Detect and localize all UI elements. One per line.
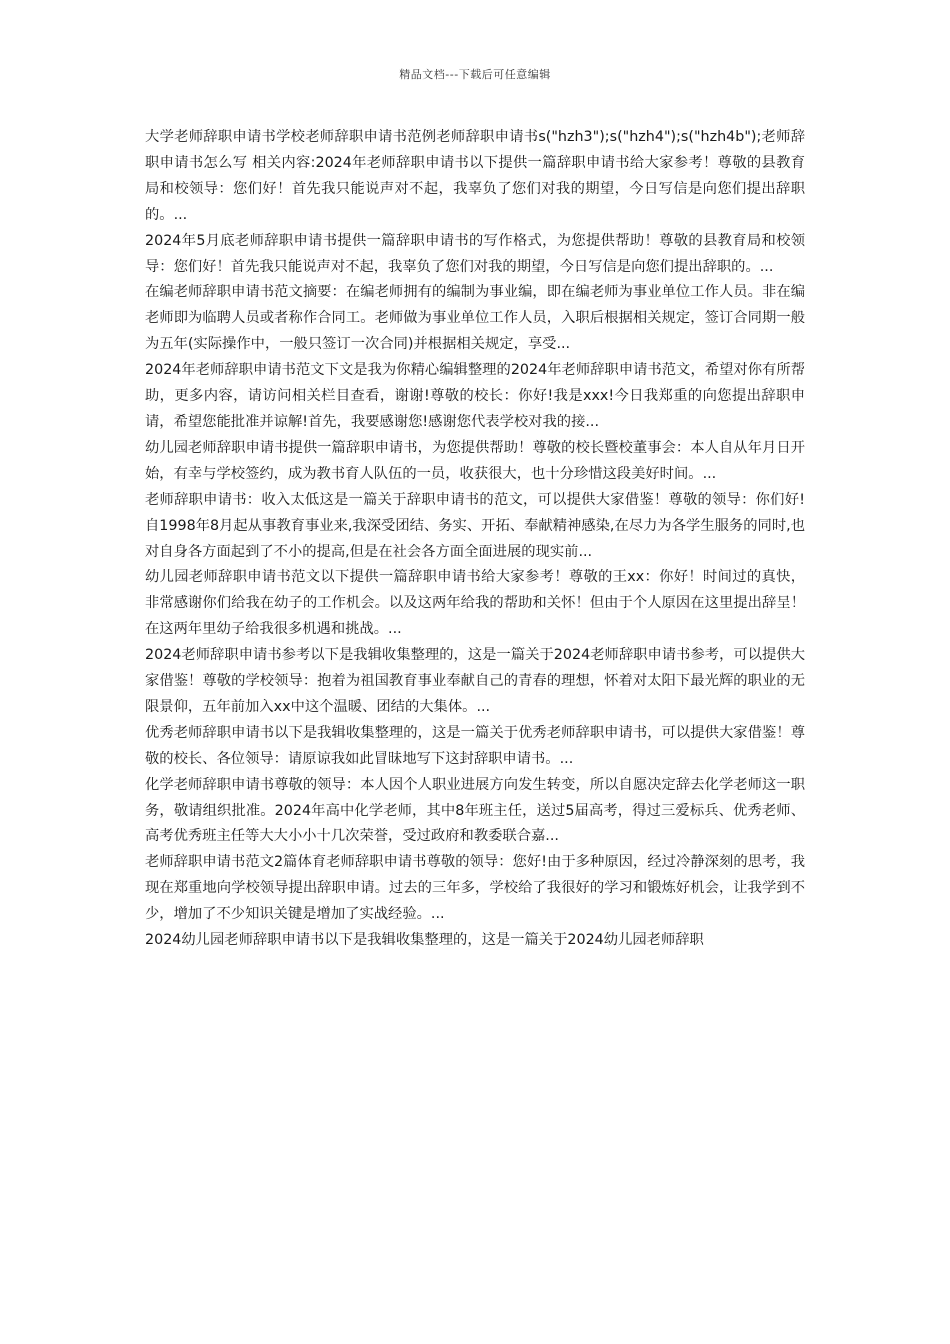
paragraph: 化学老师辞职申请书尊敬的领导：本人因个人职业进展方向发生转变，所以自愿决定辞去化学老师这一职务，敬请组织批准。2024年高中化学老师，其中8年班主任，送过5届高考，得过三爱标兵、优秀老师、高考优秀班主任等大大小小十几次荣誉，受过政府和教委联合嘉... [145,776,805,845]
paragraph: 2024老师辞职申请书参考以下是我辑收集整理的，这是一篇关于2024老师辞职申请书参考，可以提供大家借鉴！尊敬的学校领导：抱着为祖国教育事业奉献自己的青春的理想，怀着对太阳下最光辉的职业的无限景仰，五年前加入xx中这个温暖、团结的大集体。... [145,647,805,715]
paragraph: 幼儿园老师辞职申请书提供一篇辞职申请书，为您提供帮助！尊敬的校长暨校董事会：本人自从年月日开始，有幸与学校签约，成为教书育人队伍的一员，收获很大，也十分珍惜这段美好时间。... [145,439,805,482]
paragraph: 2024幼儿园老师辞职申请书以下是我辑收集整理的，这是一篇关于2024幼儿园老师辞职 [145,932,704,949]
page-header: 精品文档---下载后可任意编辑 [399,68,551,81]
paragraph: 老师辞职申请书范文2篇体育老师辞职申请书尊敬的领导：您好!由于多种原因，经过冷静深刻的思考，我现在郑重地向学校领导提出辞职申请。过去的三年多，学校给了我很好的学习和锻炼好机会，让我学到不少，增加了不少知识关键是增加了实战经验。... [145,854,805,923]
paragraph: 2024年老师辞职申请书范文下文是我为你精心编辑整理的2024年老师辞职申请书范文，希望对你有所帮助，更多内容，请访问相关栏目查看，谢谢!尊敬的校长：你好!我是xxx!今日我郑重的向您提出辞职申请，希望您能批准并谅解!首先，我要感谢您!感谢您代表学校对我的接... [145,362,805,430]
paragraph: 老师辞职申请书：收入太低这是一篇关于辞职申请书的范文，可以提供大家借鉴！尊敬的领导：你们好!自1998年8月起从事教育事业来,我深受团结、务实、开拓、奉献精神感染,在尽力为各学生服务的同时,也对自身各方面起到了不小的提高,但是在社会各方面全面进展的现实前... [145,491,805,560]
paragraph: 优秀老师辞职申请书以下是我辑收集整理的，这是一篇关于优秀老师辞职申请书，可以提供大家借鉴！尊敬的校长、各位领导：请原谅我如此冒昧地写下这封辞职申请书。... [145,724,805,767]
document-body [145,125,805,954]
paragraph: 幼儿园老师辞职申请书范文以下提供一篇辞职申请书给大家参考！尊敬的王xx：你好！时间过的真快，非常感谢你们给我在幼子的工作机会。以及这两年给我的帮助和关怀！但由于个人原因在这里提出辞呈！在这两年里幼子给我很多机遇和挑战。... [145,569,805,638]
paragraph: 大学老师辞职申请书学校老师辞职申请书范例老师辞职申请书s("hzh3");s("hzh4");s("hzh4b");老师辞职申请书怎么写 相关内容:2024年老师辞职申请书以下提供一篇辞职申请书给大家参考！尊敬的县教育局和校领导：您们好！首先我只能说声对不起，我辜负了您们对我的期望，今日写信是向您们提出辞职的。... [145,129,805,223]
paragraph: 在编老师辞职申请书范文摘要：在编老师拥有的编制为事业编，即在编老师为事业单位工作人员。非在编老师即为临聘人员或者称作合同工。老师做为事业单位工作人员，入职后根据相关规定，签订合同期一般为五年(实际操作中，一般只签订一次合同)并根据相关规定，享受... [145,284,805,353]
paragraph: 2024年5月底老师辞职申请书提供一篇辞职申请书的写作格式，为您提供帮助！尊敬的县教育局和校领导：您们好！首先我只能说声对不起，我辜负了您们对我的期望，今日写信是向您们提出辞职的。... [145,232,805,275]
